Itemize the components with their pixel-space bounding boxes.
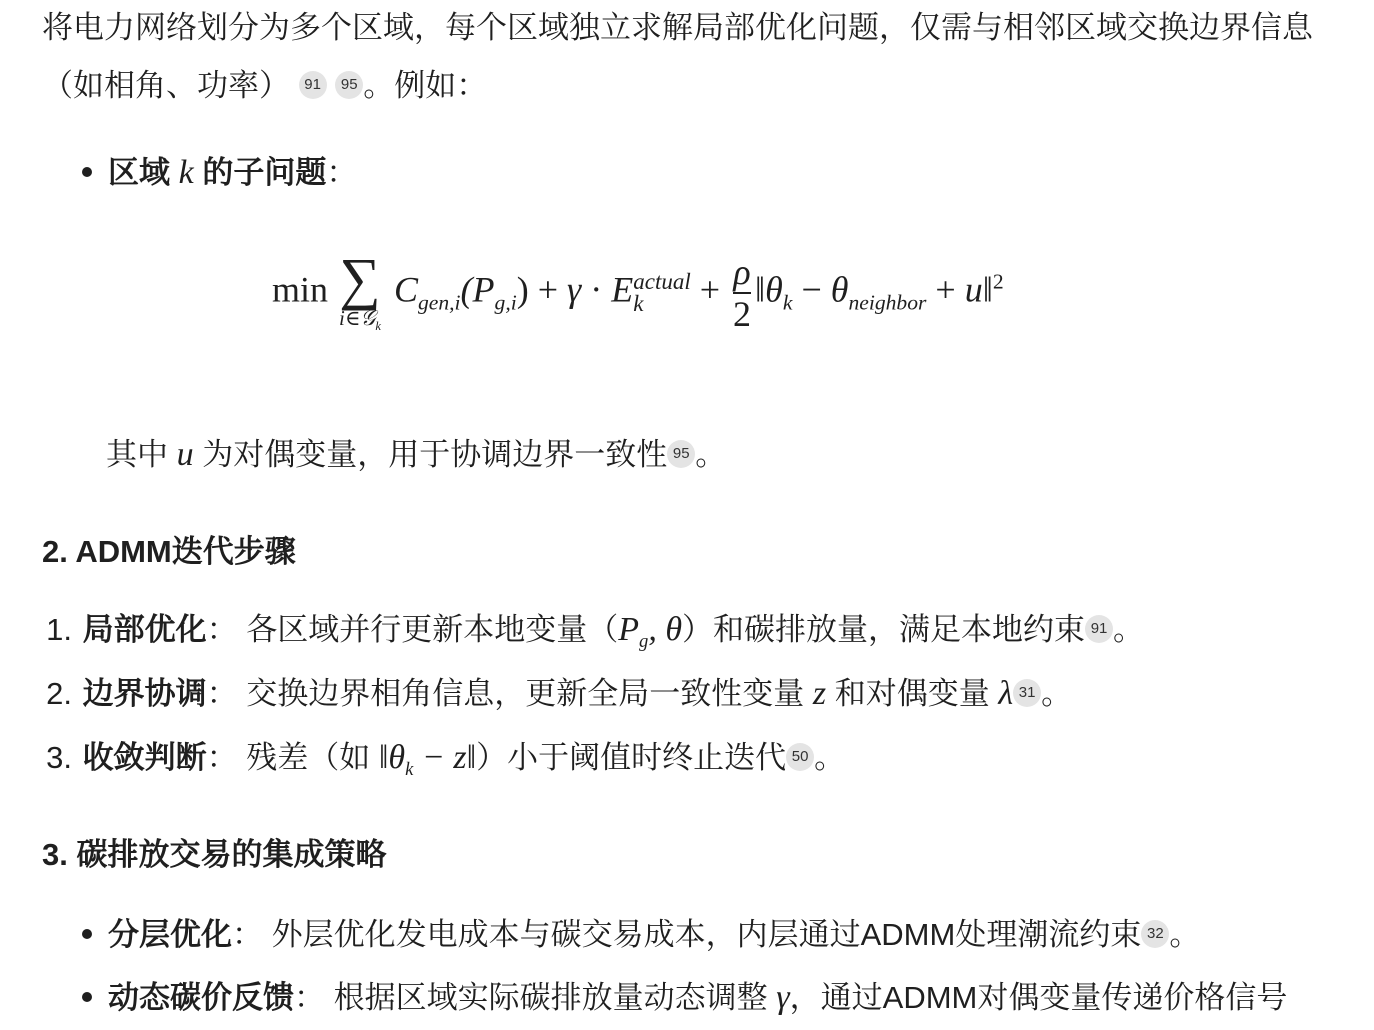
intro-line-2-text: （如相角、功率） [42,68,290,103]
list-item-math-sub: k [405,759,414,781]
where-var: u [176,436,194,473]
citation-badge[interactable]: 32 [1141,920,1169,948]
section-heading: 3. 碳排放交易的集成策略 [42,837,387,872]
list-item-colon: ： [206,612,238,647]
list-item [36,736,845,792]
list-item-text: 残差（如 [246,740,371,775]
formula-plus: + [935,269,956,310]
list-item-end: 。 [1169,917,1201,952]
where-prefix: 其中 [106,437,168,472]
citation-badge[interactable]: 95 [667,440,695,468]
intro-line-2-tail: 。例如： [363,68,488,103]
formula-square: 2 [992,269,1004,294]
bullet-dot [82,167,92,177]
formula-theta-k-sub: k [782,290,793,315]
list-item [82,976,1287,1020]
subproblem-bold-suffix: 的子问题 [202,155,327,190]
formula-plus: + [699,269,721,310]
list-item-math-rest: , θ [648,611,683,648]
list-item-bold: 动态碳价反馈 [108,980,294,1015]
list-item-math-rest: − z‖ [413,739,477,776]
section-heading: 2. ADMM迭代步骤 [42,534,296,569]
formula-fraction [733,252,751,334]
formula-u: u [964,269,983,310]
list-item-math: λ [998,675,1014,712]
bullet-dot [82,929,92,939]
list-item-number: 3. [46,740,72,775]
list-item-bold: 分层优化 [108,917,232,952]
list-item-math: z [812,675,827,712]
formula-gamma: γ [567,269,582,310]
list-item-text: 和对偶变量 [834,676,990,711]
list-item-bold: 局部优化 [82,612,207,647]
list-item-math: ‖θ [378,739,406,776]
formula-c: C [393,269,418,310]
formula-e-scripts [633,271,691,315]
list-item-number: 1. [46,612,72,647]
formula-norm-close: ‖ [982,269,993,310]
list-item-math: P [618,611,640,648]
citation-badge[interactable]: 91 [299,71,327,99]
list-item-text: ）和碳排放量，满足本地约束 [682,612,1086,647]
intro-line-1: 将电力网络划分为多个区域，每个区域独立求解局部优化问题，仅需与相邻区域交换边界信息 [42,10,1313,45]
formula-e-sup: actual [633,269,691,294]
bullet-dot [82,992,92,1002]
list-item-bold: 边界协调 [82,676,207,711]
list-item-text: 外层优化发电成本与碳交易成本，内层通过ADMM处理潮流约束 [271,917,1142,952]
subproblem-colon: ： [326,155,358,190]
display-formula [272,246,1004,340]
formula-theta2-sub: neighbor [848,290,927,315]
citation-badge[interactable]: 31 [1013,679,1041,707]
where-text: 为对偶变量，用于协调边界一致性 [202,437,668,472]
formula-sum-symbol: ∑ [339,246,381,312]
list-item-colon: ： [206,676,238,711]
formula-min: min [272,269,329,310]
list-item-text: 各区域并行更新本地变量（ [246,612,619,647]
formula-cdot: · [590,269,603,310]
subproblem-var: k [178,154,194,191]
formula-plus: + [537,269,559,310]
list-item-math: γ [776,979,790,1016]
citation-badge[interactable]: 95 [335,71,363,99]
list-item-colon: ： [294,980,325,1015]
citation-badge[interactable]: 91 [1085,615,1113,643]
subproblem-bold-prefix: 区域 [108,155,170,190]
formula-minus: − [801,269,822,310]
list-item-bold: 收敛判断 [82,740,207,775]
formula-norm-open: ‖θ [755,269,783,310]
formula-frac-den: 2 [733,294,752,334]
list-item-text: 根据区域实际碳排放量动态调整 [333,980,768,1015]
formula-p-open: (P [460,269,495,310]
list-item-end: 。 [1041,676,1073,711]
list-item-end: 。 [814,740,846,775]
list-item-text: ，通过ADMM对偶变量传递价格信号 [789,980,1288,1015]
formula-sum-index-text: i∈𝒢 [339,306,376,331]
formula-theta2: θ [830,269,849,310]
citation-badge[interactable]: 50 [786,743,814,771]
list-item-text: 交换边界相角信息，更新全局一致性变量 [246,676,805,711]
list-item-end: 。 [1113,612,1145,647]
list-item-math-sub: g [639,631,649,653]
list-item-text: ）小于阈值时终止迭代 [476,740,787,775]
list-item [36,672,1072,716]
list-item-colon: ： [232,917,263,952]
list-item-number: 2. [46,676,72,711]
formula-c-sub: gen,i [417,290,461,315]
where-line [106,433,726,477]
where-end: 。 [695,437,727,472]
formula-frac-num: ρ [733,252,751,292]
formula-p-close: ) [516,269,529,310]
list-item [82,913,1200,957]
list-item [36,608,1144,664]
subproblem-bullet [82,151,357,195]
intro-line-2 [42,64,487,108]
formula-e: E [611,269,634,310]
formula-e-sub: k [633,291,644,316]
list-item-colon: ： [206,740,238,775]
formula-sum-index-sub: k [375,319,381,334]
formula-p-sub: g,i [494,290,517,315]
formula-sum [339,246,381,340]
